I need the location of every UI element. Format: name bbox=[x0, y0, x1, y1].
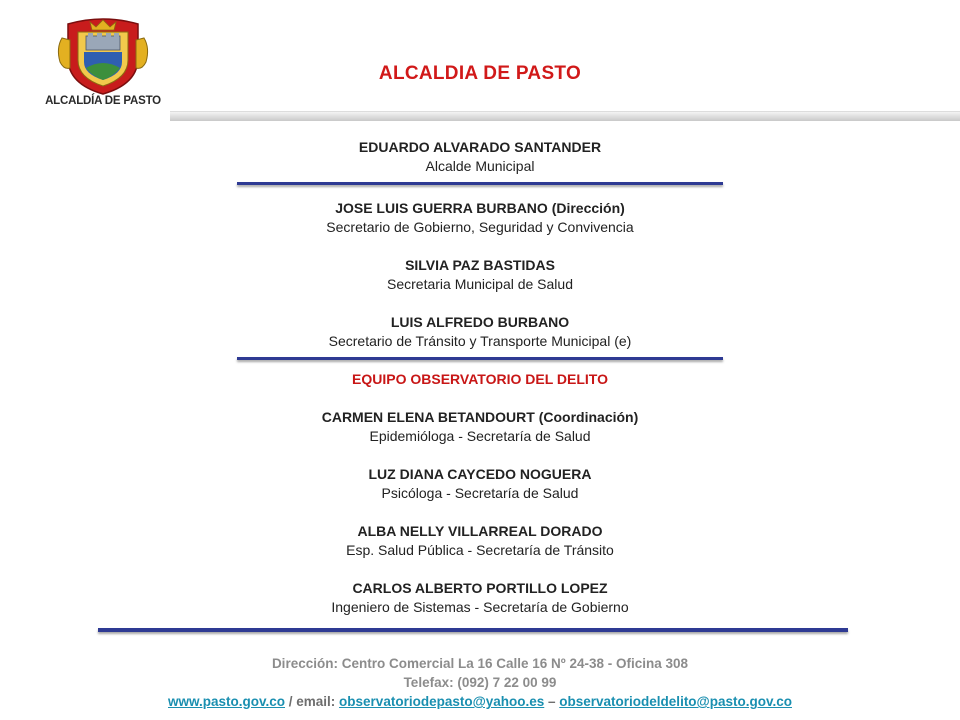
official-role: Secretario de Gobierno, Seguridad y Convivencia bbox=[326, 219, 634, 235]
member-role: Ingeniero de Sistemas - Secretaría de Gobierno bbox=[331, 599, 629, 615]
section-separator bbox=[237, 182, 723, 185]
footer bbox=[0, 654, 960, 711]
email-link-pasto[interactable]: observatoriodeldelito@pasto.gov.co bbox=[559, 694, 792, 709]
main-content bbox=[0, 138, 960, 636]
official-name: EDUARDO ALVARADO SANTANDER bbox=[358, 139, 602, 155]
team-member bbox=[0, 408, 960, 446]
official-role: Secretaria Municipal de Salud bbox=[387, 276, 573, 292]
official-entry bbox=[0, 199, 960, 237]
header-band bbox=[170, 111, 960, 121]
official-role: Secretario de Tránsito y Transporte Municipal (e) bbox=[328, 333, 632, 349]
official-entry bbox=[0, 256, 960, 294]
official-entry bbox=[0, 313, 960, 351]
footer-address: Dirección: Centro Comercial La 16 Calle 16 Nº 24-38 - Oficina 308 bbox=[271, 656, 689, 671]
member-role: Esp. Salud Pública - Secretaría de Tránsito bbox=[346, 542, 614, 558]
email-link-yahoo[interactable]: observatoriodepasto@yahoo.es bbox=[339, 694, 545, 709]
member-role: Epidemióloga - Secretaría de Salud bbox=[369, 428, 591, 444]
footer-separator bbox=[98, 628, 848, 632]
logo-text: ALCALDÍA DE PASTO bbox=[45, 95, 161, 107]
section-separator bbox=[237, 357, 723, 360]
team-member bbox=[0, 522, 960, 560]
footer-dash: – bbox=[544, 694, 560, 709]
team-title: EQUIPO OBSERVATORIO DEL DELITO bbox=[352, 371, 608, 387]
footer-telefax: Telefax: (092) 7 22 00 99 bbox=[403, 675, 557, 690]
official-name: SILVIA PAZ BASTIDAS bbox=[405, 257, 555, 273]
official-entry bbox=[0, 138, 960, 176]
official-name: LUIS ALFREDO BURBANO bbox=[390, 314, 570, 330]
official-name: JOSE LUIS GUERRA BURBANO (Dirección) bbox=[335, 200, 625, 216]
member-name: LUZ DIANA CAYCEDO NOGUERA bbox=[368, 466, 592, 482]
team-member bbox=[0, 465, 960, 503]
footer-email-label: / email: bbox=[285, 694, 340, 709]
member-role: Psicóloga - Secretaría de Salud bbox=[381, 485, 579, 501]
official-role: Alcalde Municipal bbox=[425, 158, 535, 174]
page-title: ALCALDIA DE PASTO bbox=[378, 63, 582, 84]
member-name: CARLOS ALBERTO PORTILLO LOPEZ bbox=[352, 580, 608, 596]
member-name: ALBA NELLY VILLARREAL DORADO bbox=[357, 523, 603, 539]
team-member bbox=[0, 579, 960, 617]
footer-links bbox=[0, 692, 960, 711]
member-name: CARMEN ELENA BETANDOURT (Coordinación) bbox=[321, 409, 639, 425]
website-link[interactable]: www.pasto.gov.co bbox=[168, 694, 286, 709]
